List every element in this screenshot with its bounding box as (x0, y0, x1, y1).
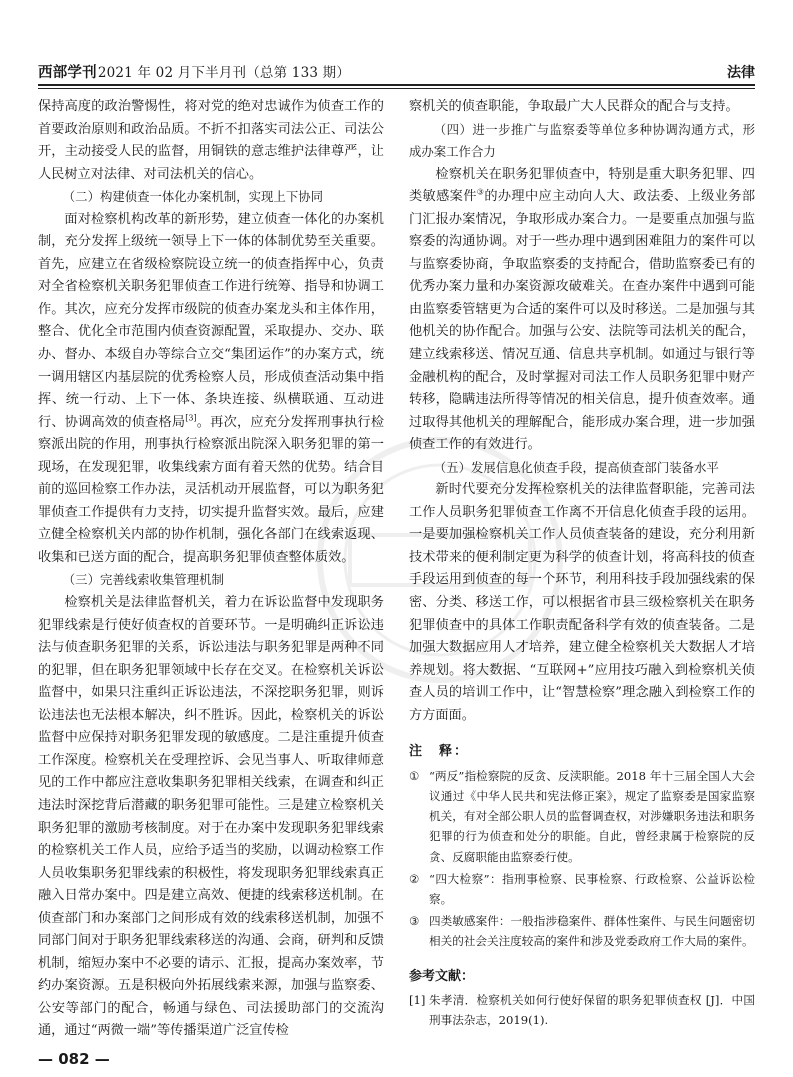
paragraph-text: 检察机关在职务犯罪侦查中，特别是重大职务犯罪、四类敏感案件 (409, 166, 755, 205)
paragraph-text: 的办理中应主动向人大、政法委、上级业务部门汇报办案情况，争取形成办案合力。一是要重点加强与监察委的沟通协调。对于一些办理中遇到困难阻力的案件可以与监察委协商，争取监察委的支持配合，借助监察委已有的优秀办案力量和办案资源攻破难关。在查办案件中遇到可能由监察委管辖更为合适的案件可以及时移送。二是加强与其他机关的协作配合。加强与公安、法院等司法机关的配合，建立线索移送、情况互通、信息共享机制。如通过与银行等金融机构的配合，及时掌握对司法工作人员职务犯罪中财产转移，隐瞒违法所得等情况的相关信息，提升侦查效率。通过取得其他机关的理解配合，能形成办案合理，进一步加强侦查工作的有效进行。 (409, 189, 756, 453)
left-column (38, 96, 384, 1043)
right-column (409, 96, 755, 1031)
journal-info (38, 61, 350, 82)
reference-text: 朱孝清．检察机关如何行使好保留的职务犯罪侦查权 [J]．中国刑事法杂志，2019(1). (429, 993, 755, 1028)
reference-item (409, 990, 755, 1030)
note-mark: ② (409, 871, 420, 886)
subheading: （三）完善线索收集管理机制 (62, 572, 224, 588)
note-item (409, 766, 755, 867)
note-text: 四类敏感案件：一般指涉稳案件、群体性案件、与民生问题密切相关的社会关注度较高的案件和涉及党委政府工作大局的案件。 (429, 914, 755, 949)
issue-info: 2021 年 02 月下半月刊（总第 133 期） (97, 65, 351, 81)
paragraph-text: 。再次，应充分发挥刑事执行检察派出院的作用，刑事执行检察派出院深入职务犯罪的第一现场，在发现犯罪，收集线索方面有着天然的优势。结合目前的巡回检察工作办法，灵活机动开展监督，可以为职务犯罪侦查工作提供有力支持，切实提升监督实效。最后，应建立健全检察机关内部的协作机制，强化各部门在线索返现、收集和已送方面的配合，提高职务犯罪侦查整体质效。 (38, 414, 385, 565)
notes-heading: 注 释： (409, 744, 470, 760)
note-text: “四大检察”：指刑事检察、民事检察、行政检察、公益诉讼检察。 (429, 871, 755, 907)
page-header (38, 60, 755, 82)
paragraph (38, 209, 384, 570)
citation-mark: [3] (185, 413, 197, 423)
subheading: （二）构建侦查一体化办案机制，实现上下协同 (62, 189, 323, 205)
page-number: — 082 — (38, 1050, 110, 1068)
paragraph: 察机关的侦查职能，争取最广大人民群众的配合与支持。 (409, 99, 739, 114)
paragraph: 保持高度的政治警惕性，将对党的绝对忠诚作为侦查工作的首要政治原则和政治品质。不折不扣落实司法公正、司法公开，主动接受人民的监督，用铜铁的意志维护法律尊严，让人民树立对法律、对司法机关的信心。 (38, 99, 384, 182)
note-mark: ③ (409, 914, 420, 929)
paragraph: 检察机关是法律监督机关，着力在诉讼监督中发现职务犯罪线索是行使好侦查权的首要环节。一是明确纠正诉讼违法与侦查职务犯罪的关系，诉讼违法与职务犯罪是两种不同的犯罪，但在职务犯罪领域中长存在交叉。在检察机关诉讼监督中，如果只注重纠正诉讼违法，不深挖职务犯罪，则诉讼违法也无法根本解决，纠不胜诉。因此，检察机关的诉讼监督中应保持对职务犯罪发现的敏感度。二是注重提升侦查工作深度。检察机关在受理控诉、会见当事人、听取律师意见的工作中都应注意收集职务犯罪相关线索，在调查和纠正违法时深挖背后潜藏的职务犯罪可能性。三是建立检察机关职务犯罪的激励考核制度。对于在办案中发现职务犯罪线索的检察机关工作人员，应给予适当的奖励，以调动检察工作人员收集职务犯罪线索的积极性，将发现职务犯罪线索真正融入日常办案中。四是建立高效、便捷的线索移送机制。在侦查部门和办案部门之间形成有效的线索移送机制，加强不同部门间对于职务犯罪线索移送的沟通、会商，研判和反馈机制，缩短办案中不必要的请示、汇报，提高办案效率，节约办案资源。五是积极向外拓展线索来源，加强与监察委、公安等部门的配合，畅通与绿色、司法援助部门的交流沟通，通过“两微一端”等传播渠道广泛宣传检 (38, 595, 384, 1039)
journal-name: 西部学刊 (38, 65, 97, 81)
header-rule-thin (38, 88, 755, 89)
reference-mark: [1] (409, 993, 426, 1008)
note-item (409, 911, 755, 951)
note-mark: ③ (476, 187, 485, 197)
subheading: （四）进一步推广与监察委等单位多种协调沟通方式，形成办案工作合力 (409, 121, 755, 160)
paragraph (409, 164, 755, 457)
note-item (409, 869, 755, 909)
paragraph-text: 面对检察机构改革的新形势，建立侦查一体化的办案机制，充分发挥上级统一领导上下一体的体制优势至关重要。首先，应建立在省级检察院设立统一的侦查指挥中心，负责对全省检察机关职务犯罪侦查工作进行统筹、指导和协调工作。其次，应充分发挥市级院的侦查办案龙头和主体作用，整合、优化全市范围内侦查资源配置，采取提办、交办、联办、督办、本级自办等综合立交“集团运作”的办案方式，统一调用辖区内基层院的优秀检察人员，形成侦查活动集中指挥、统一行动、上下一体、条块连接、纵横联通、互动进行、协调高效的侦查格局 (38, 211, 384, 430)
references-heading: 参考文献： (409, 968, 475, 984)
subheading: （五）发展信息化侦查手段，提高侦查部门装备水平 (433, 459, 719, 475)
note-text: “两反”指检察院的反贪、反渎职能。2018 年十三届全国人大会议通过《中华人民共和宪法修正案》，规定了监察委是国家监察机关，有对全部公职人员的监督调查权，对涉嫌职务违法和职务犯罪的行为侦查和处分的职能。自此，曾经隶属于检察院的反贪、反腐职能由监察委行使。 (429, 768, 755, 864)
section-title: 法律 (727, 65, 755, 81)
paragraph: 新时代要充分发挥检察机关的法律监督职能，完善司法工作人员职务犯罪侦查工作离不开信息化侦查手段的运用。一是要加强检察机关工作人员侦查装备的建设，充分利用新技术带来的便利制定更为科学的侦查计划，将高科技的侦查手段运用到侦查的每一个环节，利用科技手段加强线索的保密、分类、移送工作，可以根据省市县三级检察机关在职务犯罪侦查中的具体工作职责配备科学有效的侦查装备。二是加强大数据应用人才培养，建立健全检察机关大数据人才培养规划。将大数据、“互联网+”应用技巧融入到检察机关侦查人员的培训工作中，让“智慧检察”理念融入到检察工作的方方面面。 (409, 482, 755, 723)
note-mark: ① (409, 768, 420, 783)
header-rule-thick (38, 84, 755, 86)
